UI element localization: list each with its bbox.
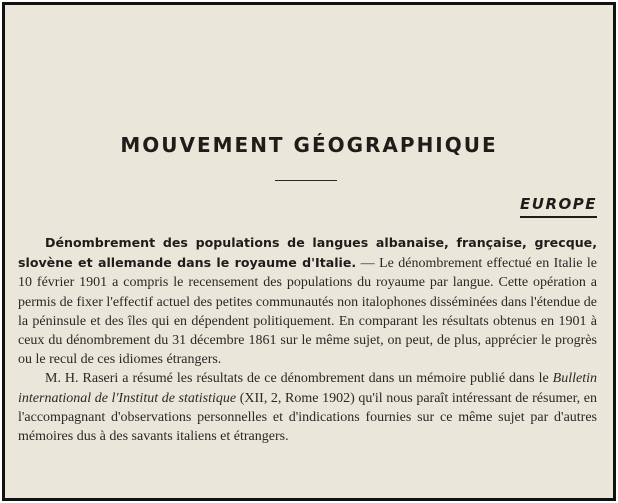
paragraph-1-text: — Le dénombrement effectué en Italie le 10 février 1901 a compris le recensement des populations du royaume par langue. Cette opération a permis de fixer l'effectif actuel des petites communautés non italophones disséminées dans l'étendue de la péninsule et des îles qui en dépendent politiquement. En comparant les résultats obtenus en 1901 à ceux du dénombrement du 31 décembre 1861 sur le même sujet, on peut, de plus, apprécier le progrès ou le recul de ces idiomes étrangers.: [18, 256, 597, 368]
article-heading: Dénombrement des populations de langues albanaise, française, grecque, slovène et allemande dans le royaume d'Italie.: [18, 235, 597, 271]
page-frame: [2, 2, 616, 501]
paragraph-2-end: (XII, 2, Rome 1902) qu'il nous paraît intéressant de résumer, en l'accompagnant d'observations personnelles et d'indications fournies sur ce même sujet par d'autres mémoires dus à des savants italiens et étrangers.: [18, 390, 597, 445]
journal-title: Bulletin international de l'Institut de statistique: [18, 371, 597, 406]
section-label: EUROPE: [520, 195, 597, 218]
article-body: [18, 233, 597, 446]
paragraph-2-start: M. H. Raseri a résumé les résultats de ce dénombrement dans un mémoire publié dans le: [45, 371, 553, 387]
paragraph-2: [18, 369, 597, 446]
paragraph-1: [18, 233, 597, 369]
page-title: MOUVEMENT GÉOGRAPHIQUE: [120, 133, 498, 157]
title-divider: [275, 180, 337, 181]
